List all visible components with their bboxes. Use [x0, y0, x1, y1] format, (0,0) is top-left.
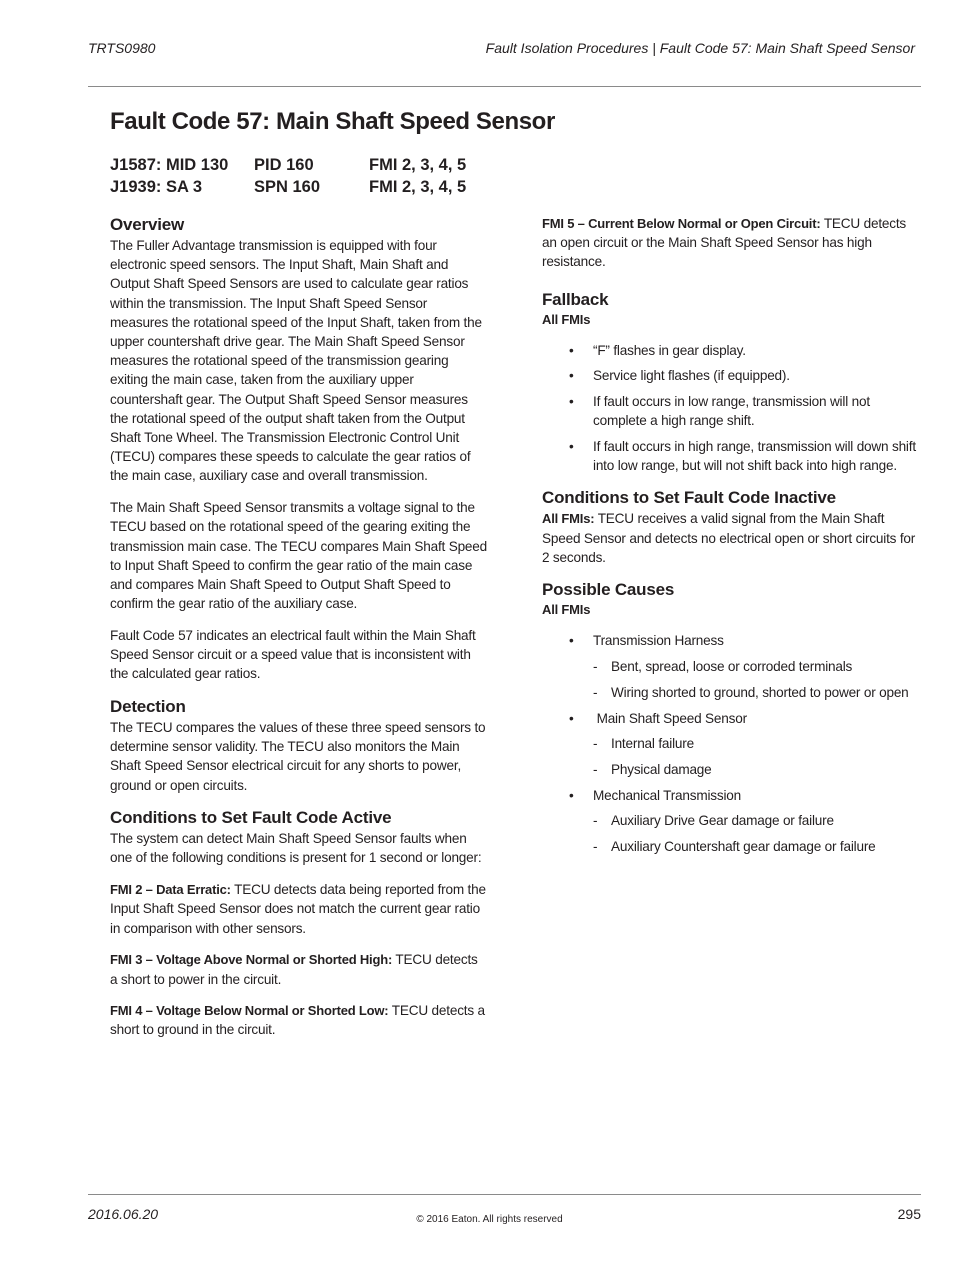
- inactive-text: TECU receives a valid signal from the Main Shaft Speed Sensor and detects no electrical open or short circuits for 2 seconds.: [542, 511, 916, 565]
- overview-section: [110, 214, 488, 683]
- list-item: - Internal failure: [593, 734, 920, 753]
- cause-sublist: [593, 657, 920, 702]
- fmi5-text: TECU detects an open circuit or the Main Shaft Speed Sensor has high resistance.: [542, 216, 907, 270]
- cause-group-name: Main Shaft Speed Sensor: [593, 710, 747, 726]
- inactive-label: All FMIs:: [542, 511, 595, 527]
- code-fmi: FMI 2, 3, 4, 5: [369, 178, 467, 196]
- possible-causes-subheading: All FMIs: [542, 602, 591, 618]
- code-fmi: FMI 2, 3, 4, 5: [369, 156, 467, 174]
- cause-group-name: Mechanical Transmission: [593, 787, 742, 803]
- footer-divider: [88, 1194, 921, 1195]
- cause-sublist: [593, 734, 920, 779]
- overview-heading: Overview: [110, 215, 185, 234]
- inactive-conditions-heading: Conditions to Set Fault Code Inactive: [542, 488, 836, 508]
- cause-group-name: Transmission Harness: [593, 633, 724, 649]
- page-title: Fault Code 57: Main Shaft Speed Sensor: [110, 108, 555, 135]
- j1587-code-row: [110, 154, 466, 176]
- overview-paragraph-2: The Main Shaft Speed Sensor transmits a voltage signal to the TECU based on the rotational speed of the gearing exiting the transmission main case. The TECU compares Main Shaft Speed to Input Shaft Speed to confirm the gear ratio of the main case and compares Main Shaft Speed to Output Shaft Speed to confirm the gear ratio of the auxiliary case.: [110, 500, 488, 612]
- fmi3-label: FMI 3 – Voltage Above Normal or Shorted High:: [110, 952, 393, 968]
- page-number: 295: [897, 1206, 921, 1222]
- inactive-conditions-text: [542, 509, 920, 567]
- detection-section: [110, 696, 488, 795]
- possible-causes-heading: Possible Causes: [542, 580, 675, 600]
- list-item: • If fault occurs in high range, transmission will down shift into low range, but will not shift back into high range.: [542, 437, 920, 475]
- header-section-title: Fault Isolation Procedures | Fault Code 57: Main Shaft Speed Sensor: [485, 40, 915, 56]
- fmi2-text: TECU detects data being reported from the Input Shaft Speed Sensor does not match the current gear ratio in comparison with other sensors.: [110, 882, 486, 936]
- j1939-code-row: [110, 176, 466, 198]
- header-doc-id: TRTS0980: [88, 40, 156, 56]
- list-item: - Auxiliary Countershaft gear damage or failure: [593, 837, 920, 856]
- active-conditions-heading: Conditions to Set Fault Code Active: [110, 808, 392, 828]
- detection-paragraph: The TECU compares the values of these three speed sensors to determine sensor validity. The TECU also monitors the Main Shaft Speed Sensor electrical circuit for any shorts to power, ground or open circuits.: [110, 719, 486, 793]
- fallback-list: [542, 341, 920, 476]
- cause-group: [542, 631, 920, 702]
- code-param: SPN 160: [254, 178, 321, 196]
- left-column: [110, 214, 488, 1052]
- code-standard: J1939: SA 3: [110, 178, 203, 196]
- possible-causes-section: [542, 579, 920, 856]
- fmi4-condition: [110, 1001, 488, 1039]
- list-item: • Service light flashes (if equipped).: [542, 366, 920, 385]
- header-divider: [88, 86, 921, 87]
- right-column: [542, 214, 920, 868]
- list-item: - Wiring shorted to ground, shorted to power or open: [593, 683, 920, 702]
- detection-heading: Detection: [110, 696, 186, 716]
- list-item: • If fault occurs in low range, transmission will not complete a high range shift.: [542, 392, 920, 430]
- list-item: - Physical damage: [593, 760, 920, 779]
- code-standard: J1587: MID 130: [110, 156, 229, 174]
- fallback-subheading: All FMIs: [542, 311, 591, 327]
- active-conditions-intro: The system can detect Main Shaft Speed Sensor faults when one of the following conditions is present for 1 second or longer:: [110, 831, 482, 866]
- fmi5-label: FMI 5 – Current Below Normal or Open Circuit:: [542, 216, 821, 231]
- footer-copyright: © 2016 Eaton. All rights reserved: [416, 1214, 563, 1225]
- fallback-heading: Fallback: [542, 289, 609, 309]
- cause-group: [542, 709, 920, 780]
- overview-paragraph-3: Fault Code 57 indicates an electrical fault within the Main Shaft Speed Sensor circuit or a speed value that is inconsistent with the calculated gear ratios.: [110, 627, 476, 682]
- overview-paragraph-1: The Fuller Advantage transmission is equipped with four electronic speed sensors. The Input Shaft, Main Shaft and Output Shaft Speed Sensors are used to calculate gear ratios within the transmission. The Input Shaft Speed Sensor measures the rotational speed of the Input Shaft, taken from the upper countershaft drive gear. The Main Shaft Speed Sensor measures the rotational speed of the transmission gearing exiting the main case, taken from the auxiliary upper countershaft gear. The Output Shaft Speed Sensor measures the rotational speed of the output shaft taken from the Output Shaft Tone Wheel. The Transmission Electronic Control Unit (TECU) compares these speeds to calculate the gear ratios of the main case, auxiliary case and overall transmission.: [110, 238, 482, 484]
- fault-code-table: [110, 154, 466, 198]
- fmi3-text: TECU detects a short to power in the circuit.: [110, 952, 478, 987]
- fallback-section: [542, 289, 920, 476]
- cause-group: [542, 786, 920, 857]
- list-item: • “F” flashes in gear display.: [542, 341, 920, 360]
- list-item: - Auxiliary Drive Gear damage or failure: [593, 811, 920, 830]
- fmi2-condition: [110, 880, 488, 938]
- fmi4-text: TECU detects a short to ground in the circuit.: [110, 1003, 485, 1038]
- cause-sublist: [593, 811, 920, 856]
- footer-date: 2016.06.20: [88, 1206, 159, 1222]
- fmi5-condition: [542, 214, 920, 272]
- list-item: - Bent, spread, loose or corroded terminals: [593, 657, 920, 676]
- fmi4-label: FMI 4 – Voltage Below Normal or Shorted Low:: [110, 1003, 389, 1019]
- possible-causes-list: [542, 631, 920, 856]
- fmi3-condition: [110, 950, 488, 988]
- active-conditions-section: [110, 807, 488, 1039]
- fmi2-label: FMI 2 – Data Erratic:: [110, 882, 231, 898]
- code-param: PID 160: [254, 156, 314, 174]
- inactive-conditions-section: [542, 487, 920, 567]
